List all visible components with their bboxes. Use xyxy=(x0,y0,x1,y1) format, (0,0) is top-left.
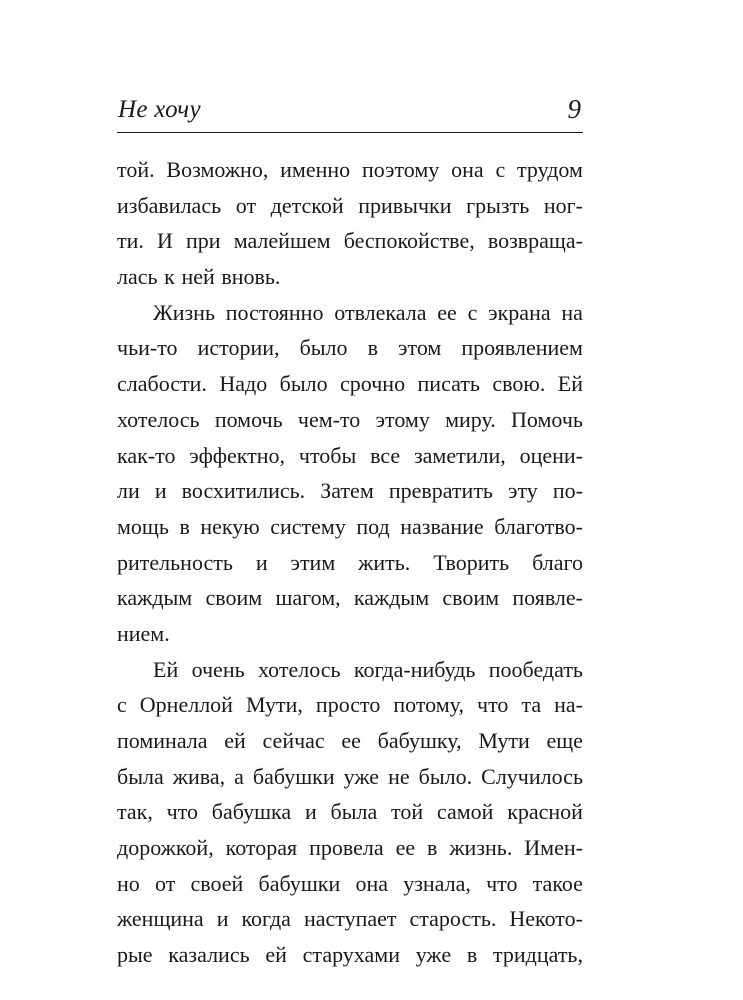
text-line: Жизнь постоянно отвлекала ее с экрана на xyxy=(153,299,583,325)
text-line: дорожкой, которая провела ее в жизнь. Имен- xyxy=(117,835,583,861)
paragraph xyxy=(117,652,583,973)
paragraph xyxy=(117,152,583,295)
text-line: хотелось помочь чем-то этому миру. Помочь xyxy=(117,406,583,432)
text-line: так, что бабушка и была той самой красной xyxy=(117,799,583,825)
text-line: женщина и когда наступает старость. Некото- xyxy=(117,906,583,932)
text-line: рые казались ей старухами уже в тридцать, xyxy=(117,942,583,968)
paragraph xyxy=(117,295,583,652)
text-line: слабости. Надо было срочно писать свою. Ей xyxy=(117,371,583,397)
text-line: ти. И при малейшем беспокойстве, возвраща- xyxy=(117,228,583,254)
text-line: нием. xyxy=(117,620,170,646)
page-number: 9 xyxy=(567,94,581,124)
text-line: избавилась от детской привычки грызть ног- xyxy=(117,192,583,218)
text-line: чьи-то истории, было в этом проявлением xyxy=(117,335,583,361)
text-line: лась к ней вновь. xyxy=(117,264,281,290)
text-body xyxy=(117,152,583,973)
text-line: была жива, а бабушки уже не было. Случилось xyxy=(117,763,583,789)
text-line: Ей очень хотелось когда-нибудь пообедать xyxy=(153,656,583,682)
text-line: ли и восхитились. Затем превратить эту по- xyxy=(117,478,583,504)
text-line: каждым своим шагом, каждым своим появле- xyxy=(117,585,583,611)
text-line: той. Возможно, именно поэтому она с трудом xyxy=(117,157,583,182)
text-line: но от своей бабушки она узнала, что такое xyxy=(117,870,583,896)
running-title: Не хочу xyxy=(118,96,201,123)
text-line: рительность и этим жить. Творить благо xyxy=(117,549,583,575)
running-head xyxy=(117,92,583,133)
text-line: как-то эффектно, чтобы все заметили, оцени- xyxy=(117,442,583,468)
text-line: с Орнеллой Мути, просто потому, что та на- xyxy=(117,692,583,718)
text-line: мощь в некую систему под название благотво- xyxy=(117,513,583,539)
text-line: поминала ей сейчас ее бабушку, Мути еще xyxy=(117,728,583,753)
